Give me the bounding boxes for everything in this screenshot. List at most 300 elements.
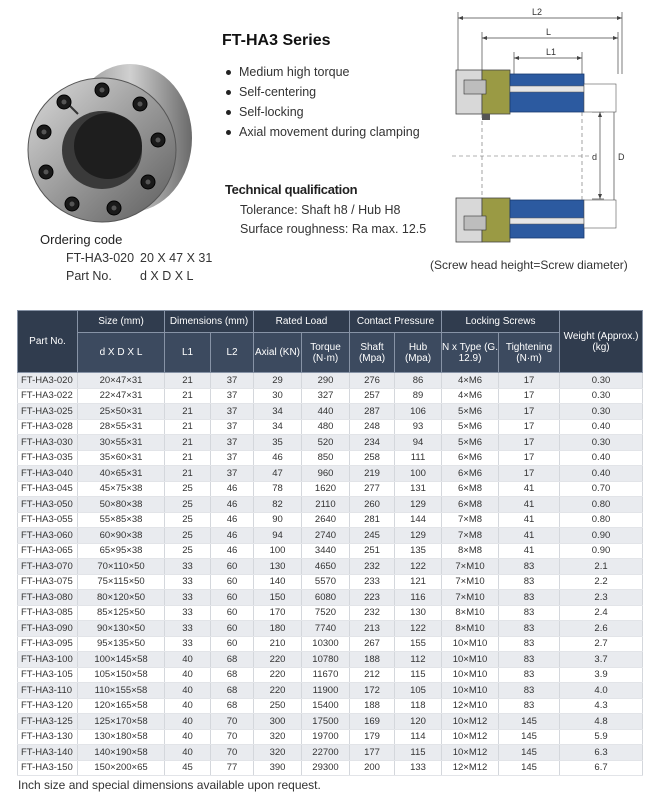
table-row bbox=[18, 605, 643, 621]
table-cell: 41 bbox=[499, 512, 560, 528]
table-cell: 135 bbox=[395, 543, 442, 559]
header-l1: L1 bbox=[165, 333, 211, 373]
table-cell: 70×110×50 bbox=[78, 559, 165, 575]
table-row bbox=[18, 435, 643, 451]
table-cell: 46 bbox=[211, 481, 254, 497]
table-cell: 68 bbox=[211, 652, 254, 668]
header-contact-pressure: Contact Pressure bbox=[350, 311, 442, 333]
header-rated-load: Rated Load bbox=[254, 311, 350, 333]
table-cell: 10×M12 bbox=[442, 745, 499, 761]
label-l: L bbox=[546, 27, 552, 37]
part-number-cell: FT-HA3-100 bbox=[18, 652, 78, 668]
table-cell: 90 bbox=[254, 512, 302, 528]
part-number-cell: FT-HA3-022 bbox=[18, 388, 78, 404]
part-number-cell: FT-HA3-140 bbox=[18, 745, 78, 761]
part-number-cell: FT-HA3-070 bbox=[18, 559, 78, 575]
table-cell: 17 bbox=[499, 404, 560, 420]
bullet-icon bbox=[226, 70, 231, 75]
table-cell: 131 bbox=[395, 481, 442, 497]
header-tightening: Tightening (N·m) bbox=[499, 333, 560, 373]
table-row bbox=[18, 590, 643, 606]
bullet-icon bbox=[226, 110, 231, 115]
table-cell: 17 bbox=[499, 435, 560, 451]
table-row bbox=[18, 667, 643, 683]
table-cell: 94 bbox=[395, 435, 442, 451]
table-cell: 40×65×31 bbox=[78, 466, 165, 482]
table-cell: 75×115×50 bbox=[78, 574, 165, 590]
table-cell: 50×80×38 bbox=[78, 497, 165, 513]
table-cell: 188 bbox=[350, 652, 395, 668]
table-cell: 41 bbox=[499, 481, 560, 497]
table-cell: 287 bbox=[350, 404, 395, 420]
table-cell: 155 bbox=[395, 636, 442, 652]
table-cell: 37 bbox=[211, 419, 254, 435]
table-cell: 5×M6 bbox=[442, 435, 499, 451]
table-cell: 70 bbox=[211, 745, 254, 761]
table-cell: 37 bbox=[211, 466, 254, 482]
table-cell: 3440 bbox=[302, 543, 350, 559]
table-cell: 0.90 bbox=[560, 528, 643, 544]
table-cell: 77 bbox=[211, 760, 254, 776]
feature-list bbox=[226, 62, 420, 142]
header-axial: Axial (KN) bbox=[254, 333, 302, 373]
table-cell: 10×M10 bbox=[442, 652, 499, 668]
product-photo bbox=[18, 58, 200, 228]
table-cell: 37 bbox=[211, 388, 254, 404]
table-cell: 327 bbox=[302, 388, 350, 404]
part-number-cell: FT-HA3-050 bbox=[18, 497, 78, 513]
table-row bbox=[18, 373, 643, 389]
table-cell: 122 bbox=[395, 559, 442, 575]
table-cell: 37 bbox=[211, 404, 254, 420]
part-number-cell: FT-HA3-125 bbox=[18, 714, 78, 730]
table-cell: 46 bbox=[211, 528, 254, 544]
table-cell: 21 bbox=[165, 435, 211, 451]
table-cell: 7×M10 bbox=[442, 574, 499, 590]
table-cell: 47 bbox=[254, 466, 302, 482]
table-cell: 21 bbox=[165, 450, 211, 466]
table-cell: 390 bbox=[254, 760, 302, 776]
table-cell: 188 bbox=[350, 698, 395, 714]
table-cell: 7520 bbox=[302, 605, 350, 621]
table-cell: 0.40 bbox=[560, 450, 643, 466]
table-cell: 86 bbox=[395, 373, 442, 389]
table-cell: 65×95×38 bbox=[78, 543, 165, 559]
table-cell: 35×60×31 bbox=[78, 450, 165, 466]
table-cell: 17 bbox=[499, 419, 560, 435]
table-cell: 33 bbox=[165, 605, 211, 621]
table-cell: 7740 bbox=[302, 621, 350, 637]
table-cell: 22700 bbox=[302, 745, 350, 761]
table-cell: 276 bbox=[350, 373, 395, 389]
table-cell: 200 bbox=[350, 760, 395, 776]
table-cell: 122 bbox=[395, 621, 442, 637]
table-cell: 83 bbox=[499, 667, 560, 683]
table-cell: 6×M6 bbox=[442, 466, 499, 482]
table-cell: 213 bbox=[350, 621, 395, 637]
screw-note: (Screw head height=Screw diameter) bbox=[430, 258, 628, 272]
table-cell: 41 bbox=[499, 497, 560, 513]
table-cell: 6×M8 bbox=[442, 481, 499, 497]
header-locking-screws: Locking Screws bbox=[442, 311, 560, 333]
header-type: N x Type (G. 12.9) bbox=[442, 333, 499, 373]
table-cell: 17 bbox=[499, 373, 560, 389]
table-cell: 83 bbox=[499, 683, 560, 699]
table-cell: 179 bbox=[350, 729, 395, 745]
header-torque: Torque (N·m) bbox=[302, 333, 350, 373]
table-cell: 33 bbox=[165, 574, 211, 590]
table-cell: 95×135×50 bbox=[78, 636, 165, 652]
table-cell: 55×85×38 bbox=[78, 512, 165, 528]
table-cell: 0.30 bbox=[560, 388, 643, 404]
part-number-cell: FT-HA3-055 bbox=[18, 512, 78, 528]
part-number-cell: FT-HA3-030 bbox=[18, 435, 78, 451]
table-cell: 116 bbox=[395, 590, 442, 606]
table-cell: 234 bbox=[350, 435, 395, 451]
table-cell: 7×M8 bbox=[442, 528, 499, 544]
table-row bbox=[18, 528, 643, 544]
table-cell: 40 bbox=[165, 698, 211, 714]
table-cell: 6×M6 bbox=[442, 450, 499, 466]
table-row bbox=[18, 388, 643, 404]
table-row bbox=[18, 497, 643, 513]
table-cell: 12×M12 bbox=[442, 760, 499, 776]
table-cell: 8×M10 bbox=[442, 621, 499, 637]
table-row bbox=[18, 481, 643, 497]
table-cell: 11900 bbox=[302, 683, 350, 699]
table-cell: 46 bbox=[211, 497, 254, 513]
table-cell: 6.7 bbox=[560, 760, 643, 776]
spec-table bbox=[17, 310, 643, 776]
table-row bbox=[18, 729, 643, 745]
table-cell: 40 bbox=[165, 683, 211, 699]
table-cell: 68 bbox=[211, 683, 254, 699]
table-cell: 4.0 bbox=[560, 683, 643, 699]
table-cell: 277 bbox=[350, 481, 395, 497]
table-cell: 3.9 bbox=[560, 667, 643, 683]
table-cell: 115 bbox=[395, 667, 442, 683]
header-dxdxl: d X D X L bbox=[78, 333, 165, 373]
label-l1: L1 bbox=[546, 47, 557, 57]
table-row bbox=[18, 512, 643, 528]
table-cell: 121 bbox=[395, 574, 442, 590]
table-cell: 300 bbox=[254, 714, 302, 730]
table-cell: 140×190×58 bbox=[78, 745, 165, 761]
table-cell: 46 bbox=[211, 512, 254, 528]
table-cell: 10300 bbox=[302, 636, 350, 652]
table-cell: 114 bbox=[395, 729, 442, 745]
footnote: Inch size and special dimensions available upon request. bbox=[18, 778, 321, 792]
table-cell: 40 bbox=[165, 714, 211, 730]
table-cell: 83 bbox=[499, 621, 560, 637]
table-cell: 89 bbox=[395, 388, 442, 404]
table-cell: 25 bbox=[165, 512, 211, 528]
table-cell: 4×M6 bbox=[442, 388, 499, 404]
table-cell: 28×55×31 bbox=[78, 419, 165, 435]
table-cell: 15400 bbox=[302, 698, 350, 714]
table-cell: 7×M10 bbox=[442, 559, 499, 575]
table-cell: 17500 bbox=[302, 714, 350, 730]
table-cell: 220 bbox=[254, 652, 302, 668]
header-size: Size (mm) bbox=[78, 311, 165, 333]
table-cell: 220 bbox=[254, 683, 302, 699]
table-cell: 22×47×31 bbox=[78, 388, 165, 404]
table-cell: 83 bbox=[499, 559, 560, 575]
table-cell: 850 bbox=[302, 450, 350, 466]
table-cell: 25 bbox=[165, 528, 211, 544]
table-cell: 4.8 bbox=[560, 714, 643, 730]
table-cell: 41 bbox=[499, 543, 560, 559]
bullet-icon bbox=[226, 130, 231, 135]
label-d: d bbox=[592, 152, 598, 162]
table-cell: 46 bbox=[211, 543, 254, 559]
table-row bbox=[18, 466, 643, 482]
table-cell: 169 bbox=[350, 714, 395, 730]
table-cell: 10780 bbox=[302, 652, 350, 668]
header-weight: Weight (Approx.) (kg) bbox=[560, 311, 643, 373]
table-cell: 85×125×50 bbox=[78, 605, 165, 621]
table-cell: 40 bbox=[165, 729, 211, 745]
part-number-cell: FT-HA3-120 bbox=[18, 698, 78, 714]
part-number-cell: FT-HA3-150 bbox=[18, 760, 78, 776]
table-cell: 30 bbox=[254, 388, 302, 404]
table-cell: 0.70 bbox=[560, 481, 643, 497]
table-cell: 70 bbox=[211, 714, 254, 730]
table-cell: 21 bbox=[165, 419, 211, 435]
table-cell: 130×180×58 bbox=[78, 729, 165, 745]
table-cell: 320 bbox=[254, 745, 302, 761]
table-cell: 248 bbox=[350, 419, 395, 435]
table-cell: 60 bbox=[211, 636, 254, 652]
table-cell: 140 bbox=[254, 574, 302, 590]
table-cell: 33 bbox=[165, 621, 211, 637]
table-cell: 106 bbox=[395, 404, 442, 420]
table-cell: 25 bbox=[165, 481, 211, 497]
table-cell: 0.80 bbox=[560, 512, 643, 528]
table-cell: 5×M6 bbox=[442, 404, 499, 420]
table-cell: 70 bbox=[211, 729, 254, 745]
part-number-cell: FT-HA3-028 bbox=[18, 419, 78, 435]
table-cell: 33 bbox=[165, 590, 211, 606]
table-row bbox=[18, 636, 643, 652]
table-cell: 290 bbox=[302, 373, 350, 389]
table-cell: 37 bbox=[211, 435, 254, 451]
table-cell: 33 bbox=[165, 559, 211, 575]
table-cell: 25 bbox=[165, 543, 211, 559]
table-cell: 6.3 bbox=[560, 745, 643, 761]
table-row bbox=[18, 450, 643, 466]
table-cell: 4650 bbox=[302, 559, 350, 575]
table-cell: 2740 bbox=[302, 528, 350, 544]
table-cell: 37 bbox=[211, 450, 254, 466]
table-cell: 10×M10 bbox=[442, 667, 499, 683]
table-cell: 0.30 bbox=[560, 373, 643, 389]
table-cell: 281 bbox=[350, 512, 395, 528]
table-cell: 17 bbox=[499, 450, 560, 466]
table-cell: 4.3 bbox=[560, 698, 643, 714]
table-cell: 115 bbox=[395, 745, 442, 761]
table-cell: 94 bbox=[254, 528, 302, 544]
header-dimensions: Dimensions (mm) bbox=[165, 311, 254, 333]
table-cell: 110×155×58 bbox=[78, 683, 165, 699]
table-cell: 100 bbox=[254, 543, 302, 559]
table-cell: 232 bbox=[350, 559, 395, 575]
table-cell: 60 bbox=[211, 559, 254, 575]
table-cell: 83 bbox=[499, 636, 560, 652]
table-cell: 219 bbox=[350, 466, 395, 482]
table-cell: 11670 bbox=[302, 667, 350, 683]
table-cell: 83 bbox=[499, 698, 560, 714]
table-cell: 105×150×58 bbox=[78, 667, 165, 683]
table-cell: 145 bbox=[499, 760, 560, 776]
part-number-cell: FT-HA3-065 bbox=[18, 543, 78, 559]
table-cell: 45×75×38 bbox=[78, 481, 165, 497]
part-number-cell: FT-HA3-025 bbox=[18, 404, 78, 420]
table-cell: 320 bbox=[254, 729, 302, 745]
table-cell: 40 bbox=[165, 667, 211, 683]
table-cell: 45 bbox=[165, 760, 211, 776]
table-cell: 144 bbox=[395, 512, 442, 528]
table-cell: 112 bbox=[395, 652, 442, 668]
table-cell: 2.3 bbox=[560, 590, 643, 606]
table-cell: 12×M10 bbox=[442, 698, 499, 714]
table-cell: 0.30 bbox=[560, 404, 643, 420]
table-cell: 250 bbox=[254, 698, 302, 714]
table-cell: 145 bbox=[499, 745, 560, 761]
spec-table-body bbox=[18, 373, 643, 776]
table-cell: 90×130×50 bbox=[78, 621, 165, 637]
table-row bbox=[18, 621, 643, 637]
label-D: D bbox=[618, 152, 625, 162]
feature-item: Self-centering bbox=[226, 82, 420, 102]
header-hub: Hub (Mpa) bbox=[395, 333, 442, 373]
ordering-example: FT-HA3-020 20 X 47 X 31 bbox=[66, 251, 213, 265]
table-cell: 21 bbox=[165, 466, 211, 482]
table-cell: 260 bbox=[350, 497, 395, 513]
table-cell: 68 bbox=[211, 667, 254, 683]
table-cell: 440 bbox=[302, 404, 350, 420]
table-row bbox=[18, 543, 643, 559]
table-row bbox=[18, 419, 643, 435]
surface-text: Surface roughness: Ra max. 12.5 bbox=[240, 222, 427, 236]
table-cell: 4×M6 bbox=[442, 373, 499, 389]
part-number-cell: FT-HA3-060 bbox=[18, 528, 78, 544]
table-cell: 68 bbox=[211, 698, 254, 714]
table-cell: 125×170×58 bbox=[78, 714, 165, 730]
table-cell: 5570 bbox=[302, 574, 350, 590]
table-cell: 41 bbox=[499, 528, 560, 544]
table-cell: 233 bbox=[350, 574, 395, 590]
table-row bbox=[18, 683, 643, 699]
ordering-title: Ordering code bbox=[40, 232, 123, 247]
table-cell: 29300 bbox=[302, 760, 350, 776]
part-number-cell: FT-HA3-130 bbox=[18, 729, 78, 745]
table-cell: 37 bbox=[211, 373, 254, 389]
table-cell: 80×120×50 bbox=[78, 590, 165, 606]
table-cell: 83 bbox=[499, 590, 560, 606]
table-cell: 40 bbox=[165, 652, 211, 668]
table-row bbox=[18, 760, 643, 776]
part-number-cell: FT-HA3-085 bbox=[18, 605, 78, 621]
table-cell: 8×M8 bbox=[442, 543, 499, 559]
table-row bbox=[18, 404, 643, 420]
cross-section-drawing bbox=[442, 4, 642, 254]
table-row bbox=[18, 714, 643, 730]
table-cell: 133 bbox=[395, 760, 442, 776]
table-cell: 93 bbox=[395, 419, 442, 435]
table-cell: 130 bbox=[395, 605, 442, 621]
table-cell: 60×90×38 bbox=[78, 528, 165, 544]
table-cell: 2640 bbox=[302, 512, 350, 528]
table-cell: 172 bbox=[350, 683, 395, 699]
table-cell: 3.7 bbox=[560, 652, 643, 668]
table-cell: 2.6 bbox=[560, 621, 643, 637]
table-cell: 130 bbox=[254, 559, 302, 575]
table-cell: 251 bbox=[350, 543, 395, 559]
table-cell: 46 bbox=[254, 450, 302, 466]
table-cell: 2.2 bbox=[560, 574, 643, 590]
table-cell: 212 bbox=[350, 667, 395, 683]
part-number-cell: FT-HA3-080 bbox=[18, 590, 78, 606]
table-cell: 100 bbox=[395, 466, 442, 482]
table-cell: 520 bbox=[302, 435, 350, 451]
table-cell: 257 bbox=[350, 388, 395, 404]
table-cell: 0.40 bbox=[560, 466, 643, 482]
table-cell: 150 bbox=[254, 590, 302, 606]
table-cell: 2.4 bbox=[560, 605, 643, 621]
table-cell: 2.1 bbox=[560, 559, 643, 575]
table-cell: 129 bbox=[395, 497, 442, 513]
part-number-cell: FT-HA3-090 bbox=[18, 621, 78, 637]
part-number-cell: FT-HA3-110 bbox=[18, 683, 78, 699]
table-row bbox=[18, 698, 643, 714]
table-cell: 17 bbox=[499, 466, 560, 482]
table-cell: 145 bbox=[499, 714, 560, 730]
table-cell: 960 bbox=[302, 466, 350, 482]
table-cell: 25 bbox=[165, 497, 211, 513]
table-cell: 232 bbox=[350, 605, 395, 621]
table-row bbox=[18, 574, 643, 590]
table-cell: 33 bbox=[165, 636, 211, 652]
table-cell: 111 bbox=[395, 450, 442, 466]
table-cell: 105 bbox=[395, 683, 442, 699]
table-cell: 145 bbox=[499, 729, 560, 745]
header-l2: L2 bbox=[211, 333, 254, 373]
table-cell: 6×M8 bbox=[442, 497, 499, 513]
feature-item: Axial movement during clamping bbox=[226, 122, 420, 142]
table-cell: 34 bbox=[254, 419, 302, 435]
table-cell: 5×M6 bbox=[442, 419, 499, 435]
table-cell: 35 bbox=[254, 435, 302, 451]
table-cell: 82 bbox=[254, 497, 302, 513]
label-l2: L2 bbox=[532, 7, 543, 17]
table-cell: 34 bbox=[254, 404, 302, 420]
table-cell: 60 bbox=[211, 621, 254, 637]
table-cell: 83 bbox=[499, 652, 560, 668]
table-cell: 480 bbox=[302, 419, 350, 435]
table-cell: 258 bbox=[350, 450, 395, 466]
part-number-cell: FT-HA3-035 bbox=[18, 450, 78, 466]
table-cell: 170 bbox=[254, 605, 302, 621]
table-cell: 60 bbox=[211, 590, 254, 606]
part-number-cell: FT-HA3-040 bbox=[18, 466, 78, 482]
table-cell: 5.9 bbox=[560, 729, 643, 745]
table-cell: 7×M8 bbox=[442, 512, 499, 528]
table-cell: 2.7 bbox=[560, 636, 643, 652]
table-cell: 60 bbox=[211, 574, 254, 590]
table-cell: 100×145×58 bbox=[78, 652, 165, 668]
table-cell: 21 bbox=[165, 388, 211, 404]
